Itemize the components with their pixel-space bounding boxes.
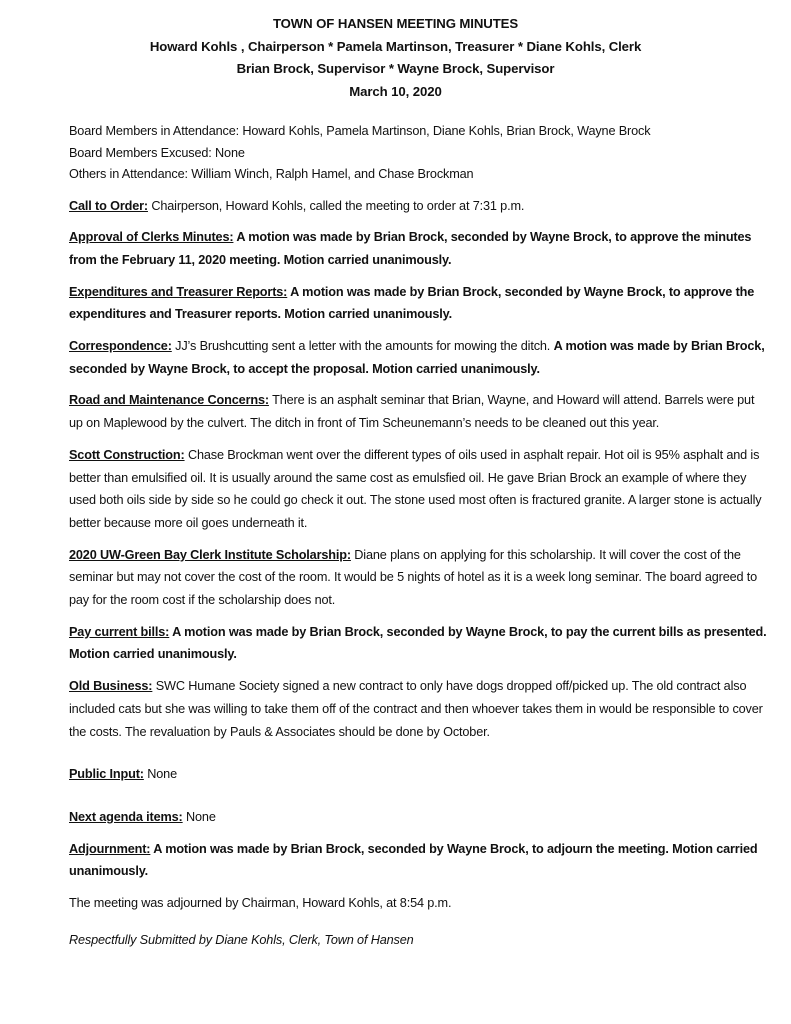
- section-pay-current-bills: [69, 621, 769, 666]
- section-heading: Next agenda items:: [69, 809, 183, 824]
- section-text: None: [143, 767, 177, 782]
- section-correspondence: [69, 335, 769, 380]
- officers-line-2: Brian Brock, Supervisor * Wayne Brock, Supervisor: [236, 61, 555, 76]
- section-text: Chairperson, Howard Kohls, called the meeting to order at 7:31 p.m.: [147, 198, 525, 213]
- section-text: JJ’s Brushcutting sent a letter with the amounts for mowing the ditch.: [171, 339, 554, 354]
- section-heading: Pay current bills:: [69, 624, 170, 639]
- adjourned-statement: The meeting was adjourned by Chairman, Howard Kohls, at 8:54 p.m.: [69, 896, 452, 911]
- motion-text: A motion was made by Brian Brock, seconded by Wayne Brock, to accept the proposal. Motion carried unanimously.: [69, 339, 765, 376]
- section-heading: Public Input:: [69, 767, 144, 782]
- section-scott-construction: [69, 444, 769, 535]
- section-text: There is an asphalt seminar that Brian, Wayne, and Howard will attend. Barrels were put up on Maplewood by the culvert. The ditch in front of Tim Scheunemann’s needs to be cleaned out this year.: [69, 393, 755, 431]
- section-text: SWC Humane Society signed a new contract to only have dogs dropped off/picked up. The old contract also included cats but she was willing to take them off of the contract and then whoever takes them in would be responsible to cover the costs. The revaluation by Pauls & Associates should be done by October.: [69, 679, 763, 739]
- minutes-body: [69, 121, 769, 951]
- section-call-to-order: [69, 195, 769, 218]
- section-heading: Scott Construction:: [69, 447, 185, 462]
- section-scholarship: [69, 544, 769, 612]
- section-heading: Adjournment:: [69, 841, 151, 856]
- officers-line-1: Howard Kohls , Chairperson * Pamela Martinson, Treasurer * Diane Kohls, Clerk: [149, 38, 642, 54]
- document-title: TOWN OF HANSEN MEETING MINUTES: [272, 16, 519, 31]
- motion-text: A motion was made by Brian Brock, seconded by Wayne Brock, to pay the current bills as presented. Motion carried unanimously.: [69, 624, 767, 662]
- motion-text: A motion was made by Brian Brock, seconded by Wayne Brock, to approve the minutes from the February 11, 2020 meeting. Motion carried unanimously.: [69, 230, 752, 267]
- motion-text: A motion was made by Brian Brock, seconded by Wayne Brock, to approve the expenditures and Treasurer reports. Motion carried unanimously.: [69, 284, 755, 322]
- section-heading: 2020 UW-Green Bay Clerk Institute Scholarship:: [69, 547, 351, 562]
- section-heading: Old Business:: [69, 679, 153, 694]
- section-heading: Call to Order:: [69, 198, 148, 213]
- board-members-present: Board Members in Attendance: Howard Kohls, Pamela Martinson, Diane Kohls, Brian Brock, Wayne Brock: [69, 124, 651, 138]
- section-heading: Correspondence:: [69, 339, 172, 354]
- others-in-attendance: Others in Attendance: William Winch, Ralph Hamel, and Chase Brockman: [69, 167, 474, 181]
- section-heading: Approval of Clerks Minutes:: [69, 230, 234, 245]
- section-text: Chase Brockman went over the different types of oils used in asphalt repair. Hot oil is 95% asphalt and is better than emulsified oil. It is usually around the same cost as emulsfied oil. He gave Brian Brock an example of where they used both oils side by side so he could go check it out. The stone used most often is fractured granite. A larger stone is actually better because more oil goes underneath it.: [69, 447, 762, 530]
- section-approval-of-clerks-minutes: [69, 226, 769, 271]
- document-header: [0, 13, 791, 103]
- signature-line: Respectfully Submitted by Diane Kohls, Clerk, Town of Hansen: [69, 932, 414, 947]
- attendance-block: [69, 121, 769, 186]
- motion-text: A motion was made by Brian Brock, seconded by Wayne Brock, to adjourn the meeting. Motion carried unanimously.: [69, 841, 758, 879]
- section-adjournment: [69, 838, 769, 883]
- section-old-business: [69, 675, 769, 743]
- section-next-agenda-items: [69, 806, 769, 829]
- board-members-excused: Board Members Excused: None: [69, 145, 245, 160]
- section-text: Diane plans on applying for this scholarship. It will cover the cost of the seminar but may not cover the cost of the room. It would be 5 nights of hotel as it is a week long seminar. The board agreed to pay for the room cost if the scholarship does not.: [69, 547, 758, 608]
- section-heading: Road and Maintenance Concerns:: [69, 393, 269, 408]
- meeting-date: March 10, 2020: [349, 83, 442, 99]
- section-text: None: [182, 809, 216, 824]
- section-heading: Expenditures and Treasurer Reports:: [69, 284, 288, 299]
- section-expenditures: [69, 281, 769, 326]
- section-road-maintenance: [69, 389, 769, 434]
- section-public-input: [69, 763, 769, 786]
